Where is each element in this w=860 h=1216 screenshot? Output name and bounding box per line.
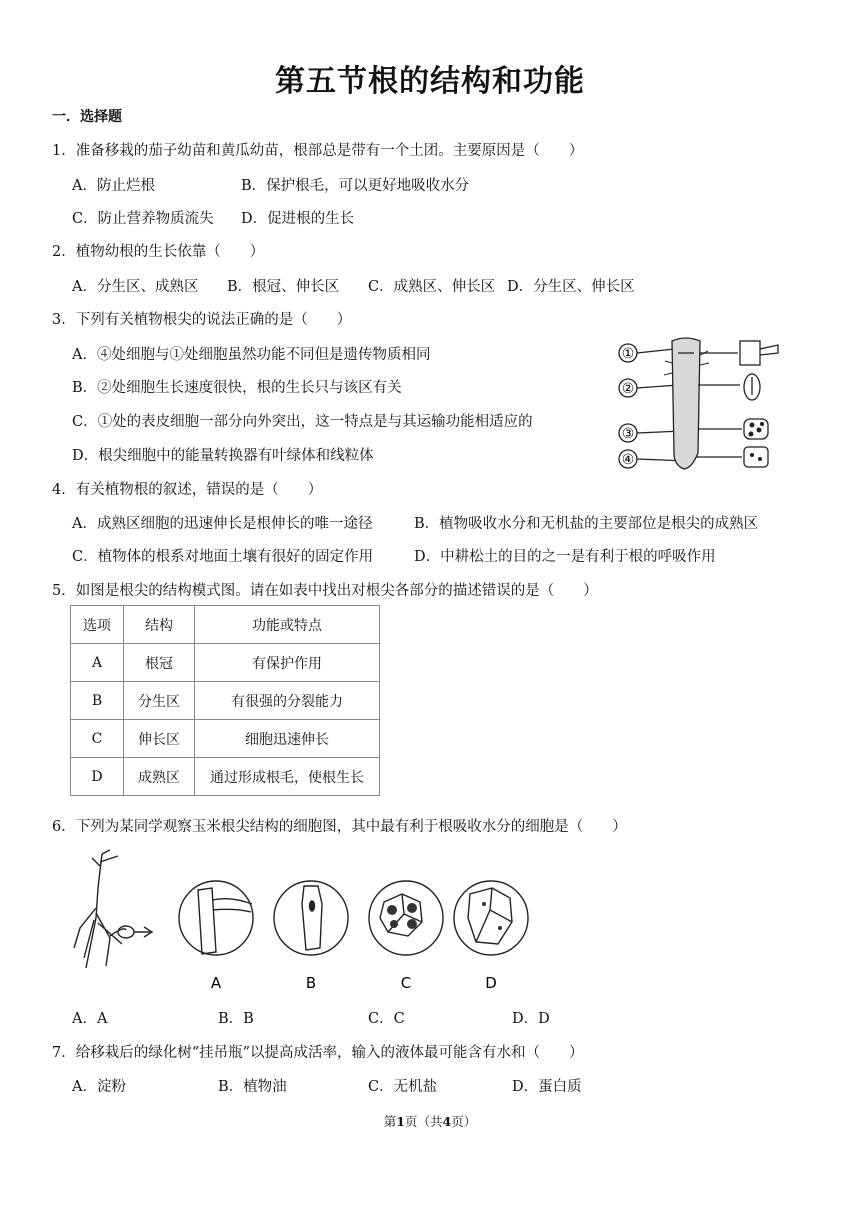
question-2-stem: 2．植物幼根的生长依靠（ ） (52, 244, 265, 260)
q7-option-d: D．蛋白质 (512, 1079, 582, 1095)
question-3-stem: 3．下列有关植物根尖的说法正确的是（ ） (52, 312, 352, 328)
table-row (71, 720, 380, 758)
q5-table (70, 605, 380, 796)
footer-text: 页） (451, 1114, 477, 1129)
table-cell: A (71, 644, 124, 682)
table-row (71, 758, 380, 796)
q6-option-d: D．D (512, 1011, 550, 1027)
q7-option-b: B．植物油 (218, 1079, 287, 1095)
table-header: 选项 (71, 606, 124, 644)
page-footer (0, 1112, 860, 1130)
q2-option-c: C．成熟区、伸长区 (368, 279, 496, 295)
cell-label-d: D (485, 974, 497, 992)
q3-option-d: D．根尖细胞中的能量转换器有叶绿体和线粒体 (72, 448, 374, 464)
footer-total-pages: 4 (442, 1114, 452, 1129)
table-cell: C (71, 720, 124, 758)
q2-option-a: A．分生区、成熟区 (72, 279, 199, 295)
section-heading: 一．选择题 (52, 109, 122, 125)
fig-label-2: ② (621, 381, 635, 397)
corn-root-cells-figure (66, 848, 536, 998)
cell-label-a: A (210, 974, 222, 992)
question-4-stem: 4．有关植物根的叙述，错误的是（ ） (52, 482, 323, 498)
q3-option-c: C．①处的表皮细胞一部分向外突出，这一特点是与其运输功能相适应的 (72, 414, 533, 430)
q7-option-c: C．无机盐 (368, 1079, 438, 1095)
table-cell: 有保护作用 (195, 644, 380, 682)
cell-label-b: B (305, 974, 317, 992)
footer-text: 第 (383, 1114, 397, 1129)
q4-option-b: B．植物吸收水分和无机盐的主要部位是根尖的成熟区 (414, 516, 759, 532)
q3-option-a: A．④处细胞与①处细胞虽然功能不同但是遗传物质相同 (72, 347, 431, 363)
q3-option-b: B．②处细胞生长速度很快，根的生长只与该区有关 (72, 380, 402, 396)
q2-option-b: B．根冠、伸长区 (227, 279, 340, 295)
fig-label-1: ① (621, 346, 635, 362)
table-row (71, 644, 380, 682)
table-cell: 伸长区 (124, 720, 195, 758)
q4-option-c: C．植物体的根系对地面土壤有很好的固定作用 (72, 549, 374, 565)
q6-option-a: A．A (72, 1011, 108, 1027)
page-title: 第五节根的结构和功能 (275, 64, 585, 99)
question-5-stem: 5．如图是根尖的结构模式图。请在如表中找出对根尖各部分的描述错误的是（ ） (52, 583, 598, 599)
table-cell: 成熟区 (124, 758, 195, 796)
q1-option-d: D．促进根的生长 (241, 211, 355, 227)
q1-option-c: C．防止营养物质流失 (72, 211, 214, 227)
table-cell: 有很强的分裂能力 (195, 682, 380, 720)
footer-page-number: 1 (396, 1114, 405, 1129)
table-cell: 通过形成根毛，使根生长 (195, 758, 380, 796)
q1-option-a: A．防止烂根 (72, 178, 155, 194)
table-header: 功能或特点 (195, 606, 380, 644)
question-7-stem: 7．给移栽后的绿化树“挂吊瓶”以提高成活率，输入的液体最可能含有水和（ ） (52, 1045, 584, 1061)
q6-option-b: B．B (218, 1011, 254, 1027)
table-header-row (71, 606, 380, 644)
cell-label-c: C (400, 974, 412, 992)
q6-option-c: C．C (368, 1011, 405, 1027)
table-header: 结构 (124, 606, 195, 644)
q1-option-b: B．保护根毛，可以更好地吸收水分 (241, 178, 470, 194)
table-row (71, 682, 380, 720)
table-cell: D (71, 758, 124, 796)
footer-text: 页（共 (404, 1114, 443, 1129)
q4-option-d: D．中耕松土的目的之一是有利于根的呼吸作用 (414, 549, 716, 565)
q7-option-a: A．淀粉 (72, 1079, 126, 1095)
fig-label-4: ④ (621, 452, 635, 468)
fig-label-3: ③ (621, 426, 635, 442)
q2-option-d: D．分生区、伸长区 (507, 279, 635, 295)
table-cell: 细胞迅速伸长 (195, 720, 380, 758)
table-cell: B (71, 682, 124, 720)
table-cell: 根冠 (124, 644, 195, 682)
question-1-stem: 1．准备移栽的茄子幼苗和黄瓜幼苗，根部总是带有一个土团。主要原因是（ ） (52, 143, 584, 159)
q4-option-a: A．成熟区细胞的迅速伸长是根伸长的唯一途径 (72, 516, 373, 532)
root-tip-figure (612, 333, 790, 473)
question-6-stem: 6．下列为某同学观察玉米根尖结构的细胞图，其中最有利于根吸收水分的细胞是（ ） (52, 819, 627, 835)
table-cell: 分生区 (124, 682, 195, 720)
